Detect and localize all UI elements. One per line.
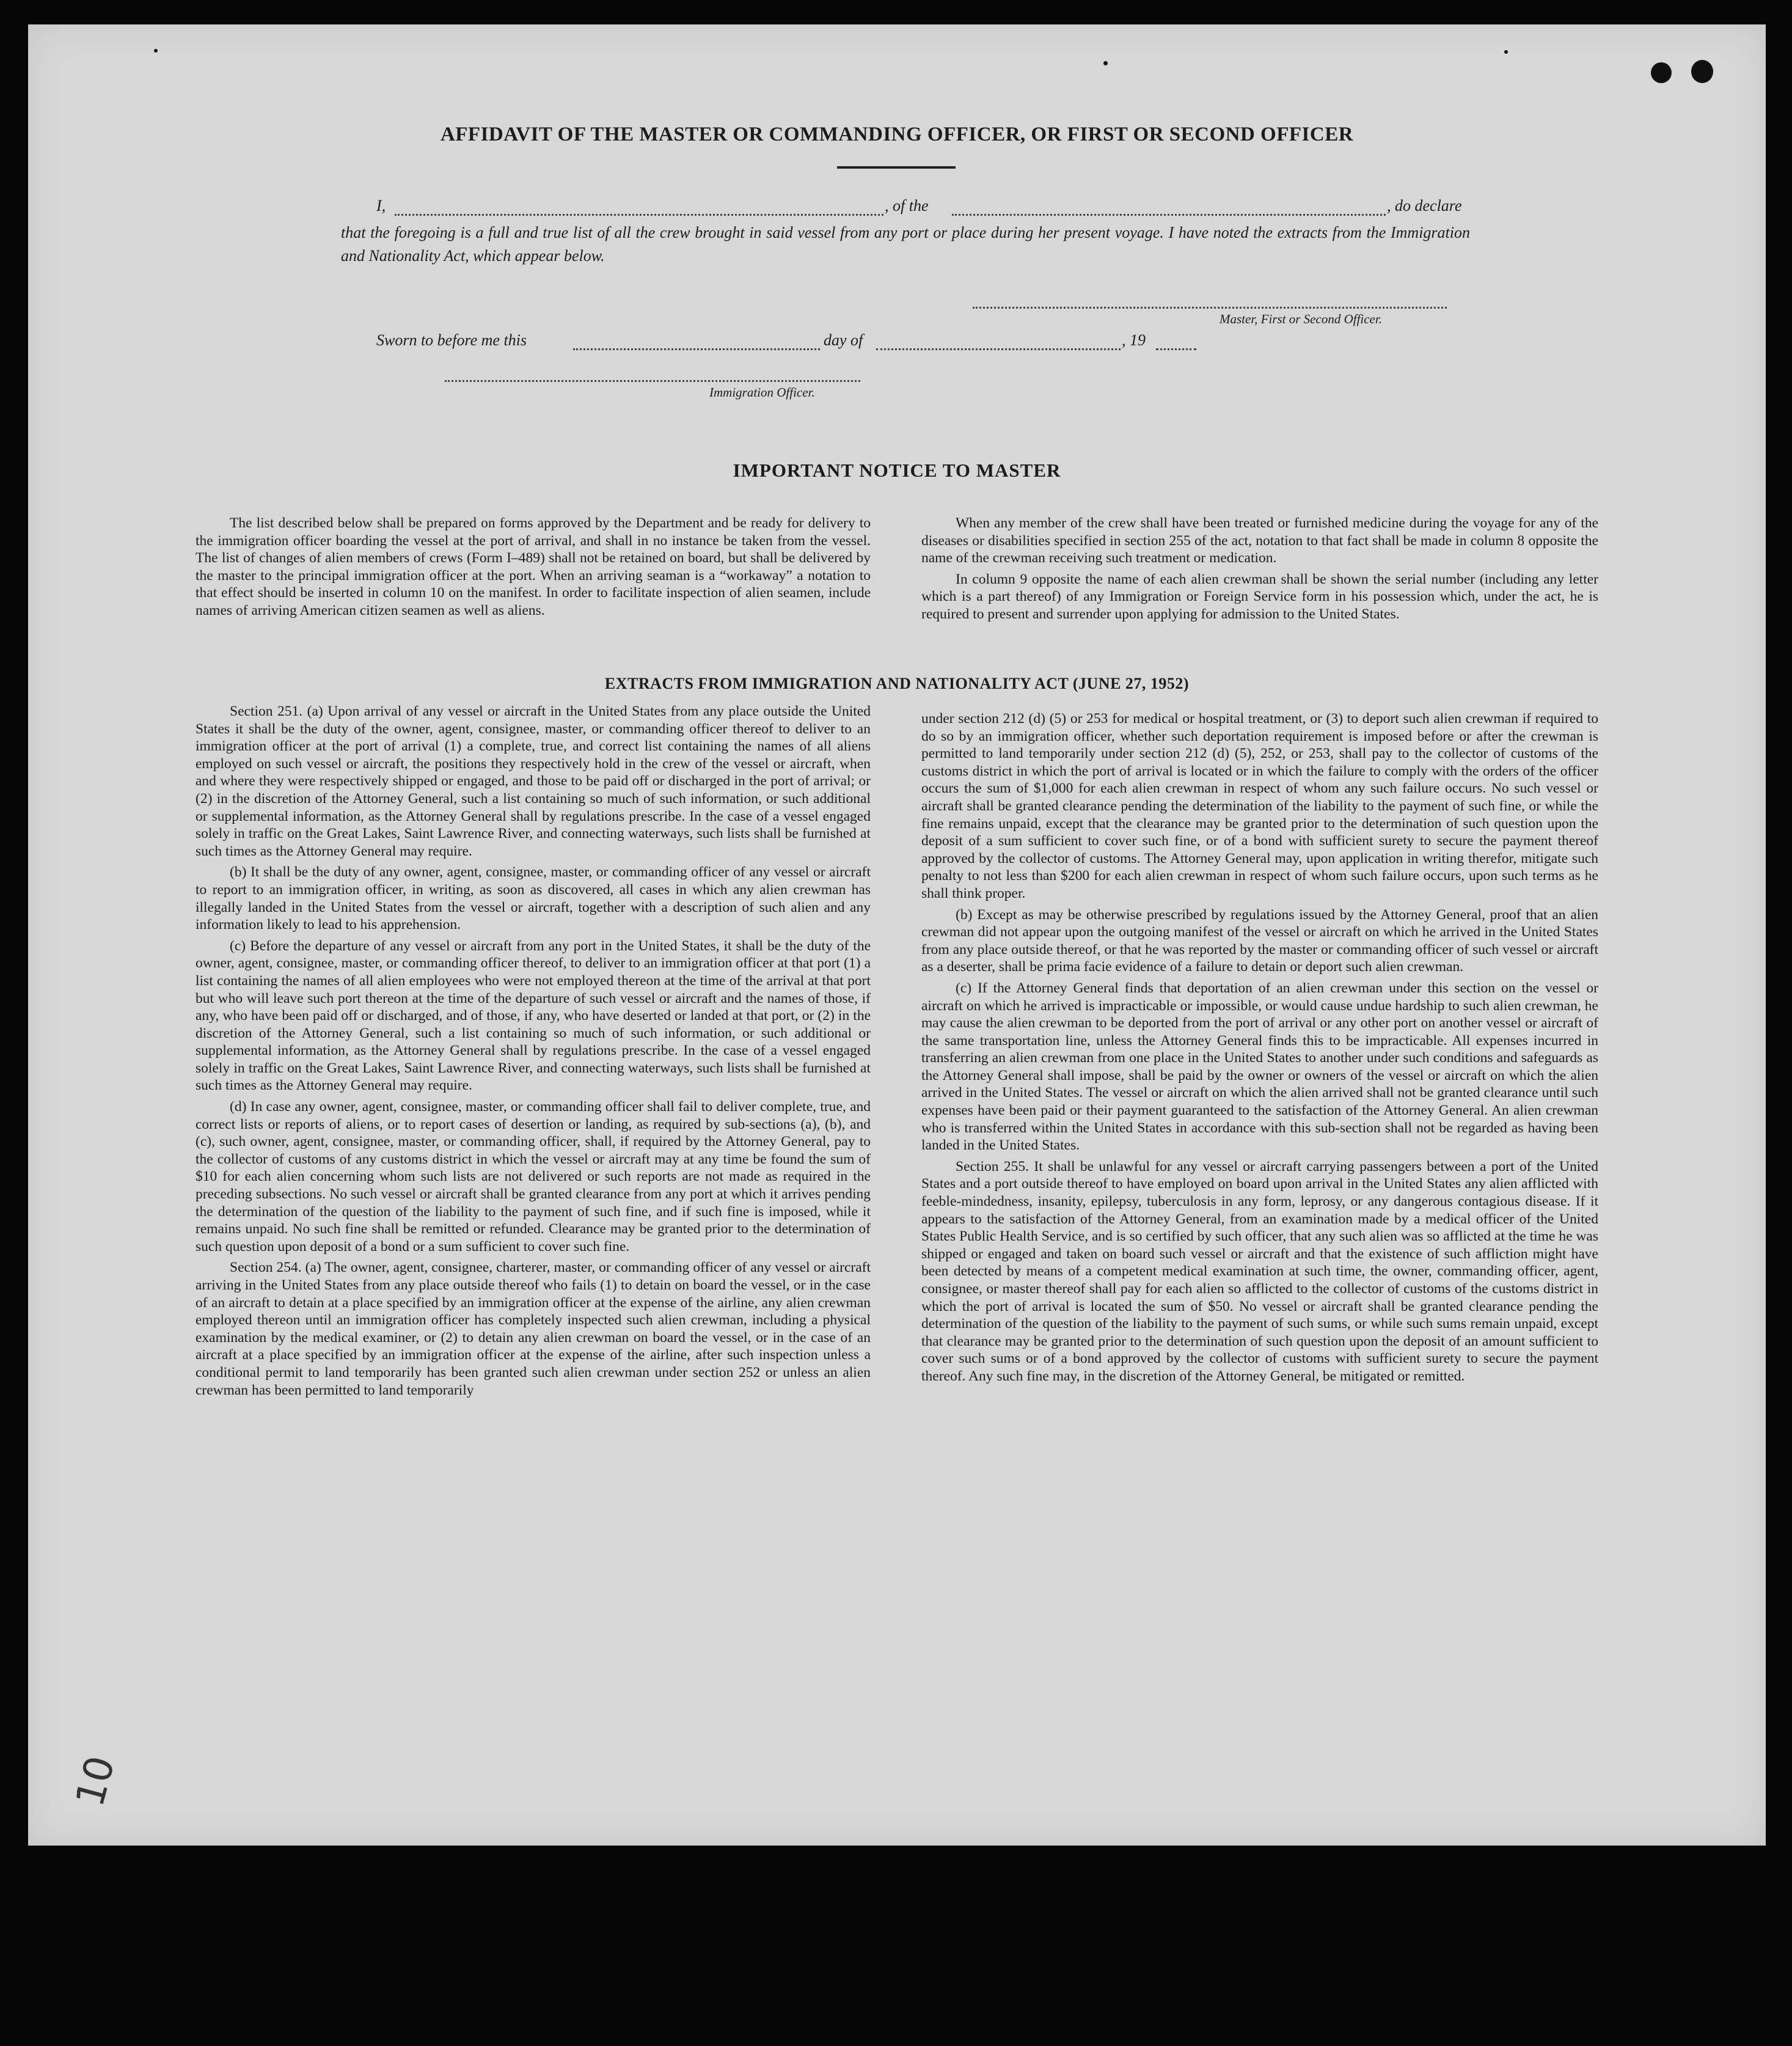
officer-label: Immigration Officer. — [709, 385, 815, 400]
document-sheet — [28, 24, 1766, 1846]
of-the-label: , of the — [885, 197, 929, 215]
section-251-c: (c) Before the departure of any vessel or aircraft from any port in the United States, it shall be the duty of the owner, agent, consignee, master, or commanding officer thereof, to deliver to an immigration officer at that port (1) a list containing the names of all alien employees who were not employed thereon at the time of the arrival at that port but who will leave such port thereon at the time of the departure of such vessel or aircraft and the names of those, if any, who have been paid off or discharged, and of those, if any, who have deserted or landed at that port, or (2) in the discretion of the Attorney General, such a list containing so much of such information, or such additional or supplemental information, as the Attorney General shall by regulations prescribe. In the case of a vessel engaged solely in traffic on the Great Lakes, Saint Lawrence River, and connecting waterways, such lists shall be furnished at such times as the Attorney General may require. — [196, 937, 871, 1094]
notice-left-column — [196, 515, 871, 620]
notice-paragraph: When any member of the crew shall have been treated or furnished medicine during the voyage for any of the diseases or disabilities specified in section 255 of the act, notation to that fact shall be made in column 8 opposite the name of the crewman receiving such treatment or medication. — [921, 515, 1598, 566]
section-254-c: (c) If the Attorney General finds that deportation of an alien crewman under this section on the vessel or aircraft on which he arrived is impracticable or impossible, or would cause undue hardship to such alien crewman, he may cause the alien crewman to be deported from the port of arrival or any other port on another vessel or aircraft of the same transportation line, unless the Attorney General finds this to be impracticable. All expenses incurred in transferring an alien crewman from one place in the United States to another under such conditions and safeguards as the Attorney General shall impose, shall be paid by the owner or owners of the vessel or aircraft on which the alien arrived in the United States. The vessel or aircraft on which the alien arrived shall not be granted clearance until such expenses have been paid or their payment guaranteed to the satisfaction of the Attorney General. An alien crewman who is transferred within the United States in accordance with this sub-section shall not be regarded as having been landed in the United States. — [921, 980, 1598, 1154]
notice-title: IMPORTANT NOTICE TO MASTER — [733, 460, 1061, 481]
section-251-a: Section 251. (a) Upon arrival of any vessel or aircraft in the United States from any place outside the United States it shall be the duty of the owner, agent, consignee, master, or commanding officer thereof to deliver to an immigration officer at the port of arrival (1) a complete, true, and correct list containing the names of all aliens employed on such vessel or aircraft, the positions they respectively hold in the crew of the vessel or aircraft, when and where they were respectively shipped or engaged, and those to be paid off or discharged in the port of arrival; or (2) in the discretion of the Attorney General, such a list containing so much of such information, or such additional or supplemental information, as the Attorney General shall by regulations prescribe. In the case of a vessel engaged solely in traffic on the Great Lakes, Saint Lawrence River, and connecting waterways, such lists shall be furnished at such times as the Attorney General may require. — [196, 703, 871, 859]
vessel-blank — [952, 214, 1386, 216]
do-declare-label: , do declare — [1387, 197, 1462, 215]
speck-mark — [154, 49, 158, 53]
section-254-b: (b) Except as may be otherwise prescribed by regulations issued by the Attorney General, proof that an alien crewman did not appear upon the outgoing manifest of the vessel or aircraft on which he arrived in the United States from any place outside thereof, or that he was reported by the master or commanding officer of such vessel or aircraft as a deserter, shall be prima facie evidence of a failure to detain or deport such alien crewman. — [921, 906, 1598, 975]
i-label: I, — [376, 197, 386, 215]
notice-right-column — [921, 515, 1598, 623]
punch-hole-mark — [1651, 62, 1672, 83]
month-blank — [876, 348, 1121, 350]
sworn-label: Sworn to before me this — [376, 331, 527, 349]
officer-signature-line — [445, 380, 860, 382]
extracts-title: EXTRACTS FROM IMMIGRATION AND NATIONALITY ACT (JUNE 27, 1952) — [604, 675, 1190, 692]
handwritten-page-number: 10 — [67, 1751, 124, 1811]
speck-mark — [1504, 50, 1508, 54]
notice-paragraph: In column 9 opposite the name of each alien crewman shall be shown the serial number (including any letter which is a part thereof) of any Immigration or Foreign Service form in his possession which, under the act, he is required to present and surrender upon applying for admission to the United States. — [921, 571, 1598, 622]
section-254-a-continued: under section 212 (d) (5) or 253 for medical or hospital treatment, or (3) to deport such alien crewman if required to do so by an immigration officer, whether such deportation requirement is imposed before or after the crewman is permitted to land temporarily under section 212 (d) (5), 252, or 253, shall pay to the collector of customs of the customs district in which the port of arrival is located or in which the failure to comply with the orders of the officer occurs the sum of $1,000 for each alien crewman in respect of whom any such failure occurs. No such vessel or aircraft shall be granted clearance pending the determination of the liability to the payment of such fine, or while the fine remains unpaid, except that the clearance may be granted prior to the determination of such question upon the deposit of a sum sufficient to cover such fine, or of a bond with sufficient surety to secure the payment thereof approved by the collector of customs. The Attorney General may, upon application in writing therefor, mitigate such penalty to not less than $200 for each alien crewman in respect of whom such failure occurs, upon such terms as he shall think proper. — [921, 711, 1598, 901]
year-blank — [1156, 348, 1196, 350]
notice-paragraph: The list described below shall be prepared on forms approved by the Department and be ready for delivery to the immigration officer boarding the vessel at the port of arrival, and shall in no instance be taken from the vessel. The list of changes of alien members of crews (Form I–489) shall not be retained on board, but shall be delivered by the master to the principal immigration officer at the port. When an arriving seaman is a “workaway” a notation to that effect should be inserted in column 10 on the manifest. In order to facilitate inspection of alien seamen, include names of arriving American citizen seamen as well as aliens. — [196, 515, 871, 618]
section-251-b: (b) It shall be the duty of any owner, agent, consignee, master, or commanding officer of any vessel or aircraft to report to an immigration officer, in writing, as soon as discovered, all cases in which any alien crewman has illegally landed in the United States from the vessel or aircraft, together with a description of such alien and any information likely to lead to his apprehension. — [196, 864, 871, 933]
name-blank — [395, 214, 883, 216]
section-255: Section 255. It shall be unlawful for any vessel or aircraft carrying passengers between a port of the United States and a port outside thereof to have employed on board upon arrival in the United States any alien afflicted with feeble-mindedness, insanity, epilepsy, tuberculosis in any form, leprosy, or any dangerous contagious disease. If it appears to the satisfaction of the Attorney General, from an examination made by a medical officer of the United States Public Health Service, and is so certified by such officer, that any such alien was so afflicted at the time he was shipped or engaged and taken on board such vessel or aircraft and that the existence of such affliction might have been detected by means of a competent medical examination at such time, the owner, commanding officer, agent, consignee, or master thereof shall pay for each alien so afflicted to the collector of customs of the customs district in which the port of arrival is located the sum of $50. No vessel or aircraft shall be granted clearance pending the determination of the question of the liability to the payment of such sums, or while such sums remain unpaid, except that clearance may be granted prior to the determination of such question upon the deposit of an amount sufficient to cover such sums or of a bond approved by the collector of customs with sufficient surety to secure the payment thereof. Any such fine may, in the discretion of the Attorney General, be mitigated or remitted. — [921, 1158, 1598, 1384]
declaration-text: that the foregoing is a full and true list of all the crew brought in said vessel from any port or place during her present voyage. I have noted the extracts from the Immigration and Nationality Act, which appear below. — [341, 224, 1470, 265]
title-divider — [837, 166, 956, 169]
punch-hole-mark — [1691, 60, 1713, 83]
year-label: , 19 — [1122, 331, 1146, 349]
section-251-d: (d) In case any owner, agent, consignee, master, or commanding officer shall fail to deliver complete, true, and correct lists or reports of aliens, or to report cases of desertion or landing, as required by sub-sections (a), (b), and (c), such owner, agent, consignee, master, or commanding officer, shall, if required by the Attorney General, pay to the collector of customs of any customs district in which the vessel or aircraft may at any time be found the sum of $10 for each alien concerning whom such lists are not delivered or such reports are not made as required in the preceding subsections. No such vessel or aircraft shall be granted clearance from any port at which it arrives pending the determination of the question of the liability to the payment of such fine, and if such fine is imposed, while it remains unpaid. No such fine shall be remitted or refunded. Clearance may be granted prior to the determination of such question upon deposit of a bond or a sum sufficient to cover such fine. — [196, 1099, 871, 1255]
speck-mark — [1103, 61, 1108, 65]
extracts-left-column — [196, 703, 871, 1399]
affidavit-title: AFFIDAVIT OF THE MASTER OR COMMANDING OFFICER, OR FIRST OR SECOND OFFICER — [440, 123, 1354, 145]
section-254-a: Section 254. (a) The owner, agent, consignee, charterer, master, or commanding officer of any vessel or aircraft arriving in the United States from any place outside thereof who fails (1) to detain on board the vessel, or in the case of an aircraft to detain at a place specified by an immigration officer at the expense of the airline, any alien crewman employed thereon until an immigration officer has completely inspected such alien crewman, including a physical examination by the medical examiner, or (2) to detain any alien crewman on board the vessel, or in the case of an aircraft at a place specified by an immigration officer at the expense of the airline, after such inspection unless a conditional permit to land temporarily has been granted such alien crewman under section 252 or unless an alien crewman has been permitted to land temporarily — [196, 1260, 871, 1398]
signature-line — [973, 307, 1447, 309]
day-blank — [573, 348, 820, 350]
day-of-label: day of — [824, 331, 863, 349]
sworn-line — [376, 331, 1201, 356]
signature-label: Master, First or Second Officer. — [1220, 312, 1382, 326]
extracts-right-column — [921, 710, 1598, 1385]
declaration-line — [376, 197, 1490, 221]
